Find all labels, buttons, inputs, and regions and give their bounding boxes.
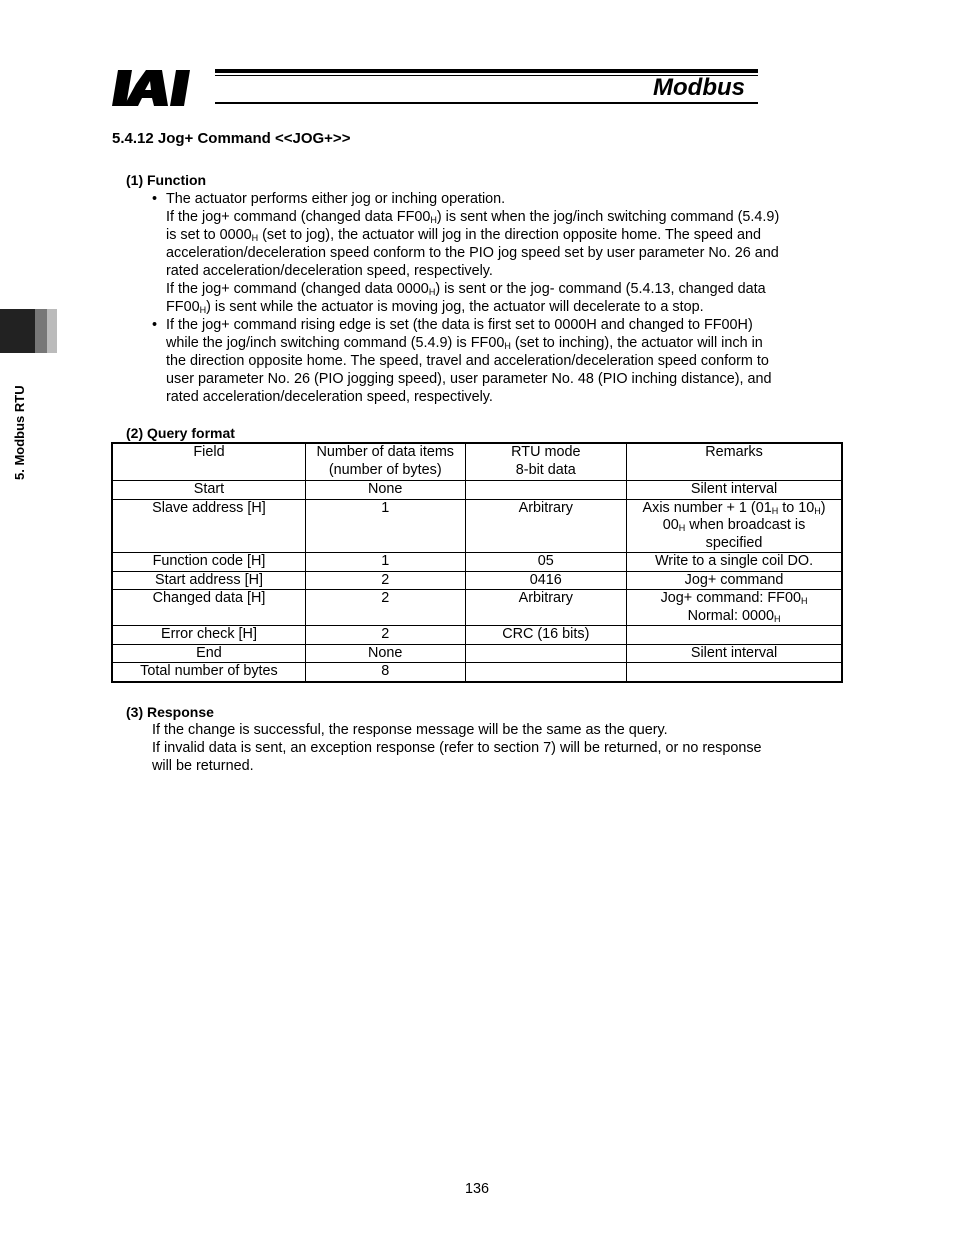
side-tab-marker-dark [0, 309, 35, 353]
header-rule-bottom [215, 102, 758, 104]
cell-field: Start [112, 481, 305, 500]
cell-rtu: CRC (16 bits) [465, 626, 627, 645]
table-row [112, 481, 842, 500]
side-tab-marker-mid [35, 309, 47, 353]
cell-remarks: Write to a single coil DO. [627, 553, 842, 572]
cell-items: None [305, 481, 465, 500]
cell-field: Error check [H] [112, 626, 305, 645]
table-row [112, 571, 842, 590]
function-bullet-inch [152, 316, 832, 406]
text-line: while the jog/inch switching command (5.4.9) is $FF00_H$ (set to inching), the actuator will inch in [166, 335, 763, 351]
cell-items: None [305, 644, 465, 663]
text-line: will be returned. [152, 758, 254, 774]
cell-rtu: Arbitrary [465, 590, 627, 626]
text-line: If the jog+ command (changed data $FF00_H$) is sent when the jog/inch switching command (5.4.9) [166, 209, 780, 225]
cell-rtu: 0416 [465, 571, 627, 590]
cell-field: Total number of bytes [112, 663, 305, 682]
table-row [112, 553, 842, 572]
column-header-items: Number of data items (number of bytes) [305, 443, 465, 481]
table-row [112, 626, 842, 645]
cell-rtu [465, 481, 627, 500]
cell-remarks: Axis number + 1 ($01_H$ to $10_H$) $00_H$ when broadcast is specified [627, 499, 842, 553]
table-row [112, 663, 842, 682]
response-heading: (3) Response [126, 704, 214, 720]
query-format-heading: (2) Query format [126, 425, 235, 441]
text-line: user parameter No. 26 (PIO jogging speed), user parameter No. 48 (PIO inching distance), and [166, 371, 772, 387]
side-tab-marker-light [47, 309, 57, 353]
text-line: If invalid data is sent, an exception response (refer to section 7) will be returned, or no response [152, 740, 762, 756]
cell-rtu [465, 644, 627, 663]
cell-remarks: Silent interval [627, 644, 842, 663]
section-heading: 5.4.12 Jog+ Command <<JOG+>> [112, 130, 351, 147]
table-row [112, 499, 842, 553]
table-row [112, 590, 842, 626]
function-heading: (1) Function [126, 172, 207, 188]
column-header-rtu: RTU mode 8-bit data [465, 443, 627, 481]
page-number: 136 [464, 1181, 489, 1197]
response-text [152, 721, 832, 775]
text-line: is set to $0000_H$ (set to jog), the actuator will jog in the direction opposite home. The speed and [166, 227, 762, 243]
cell-remarks: Jog+ command: $FF00_H$ Normal: $0000_H$ [627, 590, 842, 626]
cell-remarks [627, 626, 842, 645]
column-header-field: Field [112, 443, 305, 481]
header-rule-thick [215, 69, 758, 73]
cell-field: Function code [H] [112, 553, 305, 572]
cell-items: 2 [305, 590, 465, 626]
text-line: the direction opposite home. The speed, travel and acceleration/deceleration speed conform to [166, 353, 769, 369]
cell-rtu [465, 663, 627, 682]
column-header-remarks: Remarks [627, 443, 842, 481]
cell-field: End [112, 644, 305, 663]
cell-items: 2 [305, 626, 465, 645]
cell-field: Start address [H] [112, 571, 305, 590]
cell-remarks [627, 663, 842, 682]
text-line: • The actuator performs either jog or inching operation. [166, 191, 506, 207]
cell-rtu: 05 [465, 553, 627, 572]
function-bullet-jog [152, 190, 832, 316]
text-line: $FF00_H$) is sent while the actuator is moving jog, the actuator will decelerate to a stop. [166, 299, 704, 315]
cell-items: 2 [305, 571, 465, 590]
text-line: rated acceleration/deceleration speed, respectively. [166, 263, 493, 279]
cell-remarks: Jog+ command [627, 571, 842, 590]
cell-field: Slave address [H] [112, 499, 305, 553]
cell-items: 1 [305, 499, 465, 553]
cell-items: 8 [305, 663, 465, 682]
text-line: rated acceleration/deceleration speed, respectively. [166, 389, 493, 405]
table-row [112, 644, 842, 663]
text-line: If the change is successful, the response message will be the same as the query. [152, 722, 668, 738]
cell-rtu: Arbitrary [465, 499, 627, 553]
function-bullet-list [152, 190, 832, 406]
cell-items: 1 [305, 553, 465, 572]
iai-logo [112, 68, 212, 108]
cell-field: Changed data [H] [112, 590, 305, 626]
text-line: • If the jog+ command rising edge is set (the data is first set to 0000H and changed to FF00H) [166, 317, 753, 333]
side-tab-label: 5. Modbus RTU [12, 385, 27, 480]
table-header-row [112, 443, 842, 481]
query-format-table [111, 442, 843, 683]
cell-remarks: Silent interval [627, 481, 842, 500]
text-line: If the jog+ command (changed data $0000_H$) is sent or the jog- command (5.4.13, changed data [166, 281, 766, 297]
text-line: acceleration/deceleration speed conform to the PIO jog speed set by user parameter No. 26 and [166, 245, 779, 261]
header-title: Modbus [653, 74, 745, 101]
